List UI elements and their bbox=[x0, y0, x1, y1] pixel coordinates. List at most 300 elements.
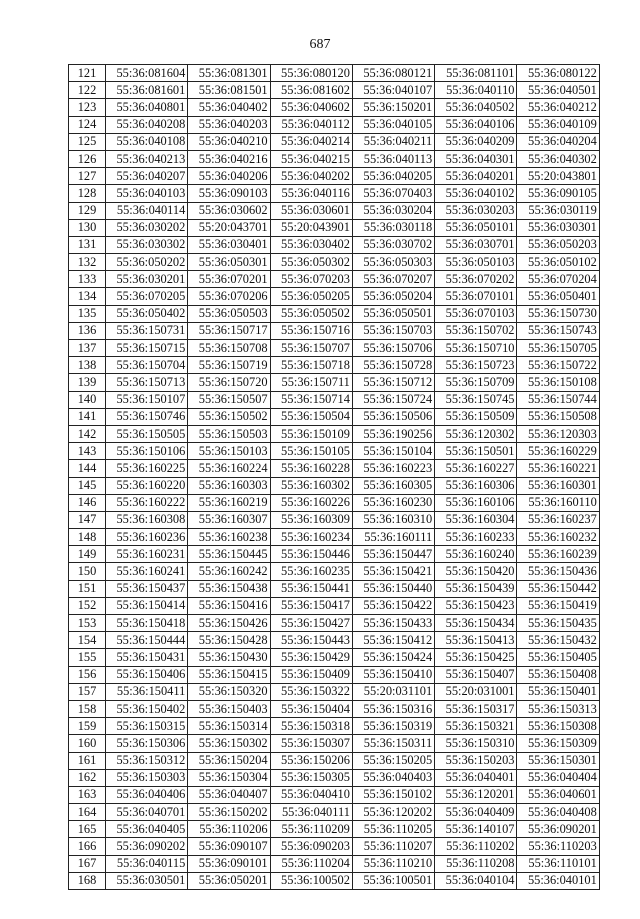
cadastral-code-cell: 55:36:150315 bbox=[106, 718, 188, 735]
cadastral-code-cell: 55:36:150305 bbox=[270, 769, 352, 786]
cadastral-code-cell: 55:36:150746 bbox=[106, 408, 188, 425]
cadastral-code-cell: 55:36:150439 bbox=[435, 580, 517, 597]
row-number: 164 bbox=[69, 804, 106, 821]
table-row bbox=[69, 202, 600, 219]
table-row bbox=[69, 305, 600, 322]
cadastral-code-cell: 55:36:040402 bbox=[188, 99, 270, 116]
cadastral-code-cell: 55:36:050401 bbox=[517, 288, 599, 305]
cadastral-code-cell: 55:36:150410 bbox=[352, 666, 434, 683]
cadastral-code-cell: 55:36:040410 bbox=[270, 786, 352, 803]
row-number: 153 bbox=[69, 615, 106, 632]
cadastral-code-cell: 55:36:160236 bbox=[106, 529, 188, 546]
row-number: 137 bbox=[69, 340, 106, 357]
cadastral-code-cell: 55:36:150407 bbox=[435, 666, 517, 683]
table-row bbox=[69, 597, 600, 614]
row-number: 160 bbox=[69, 735, 106, 752]
cadastral-code-cell: 55:36:150313 bbox=[517, 700, 599, 717]
cadastral-code-cell: 55:36:050203 bbox=[517, 236, 599, 253]
table-row bbox=[69, 254, 600, 271]
cadastral-code-cell: 55:36:040110 bbox=[435, 82, 517, 99]
row-number: 163 bbox=[69, 786, 106, 803]
cadastral-code-cell: 55:36:150710 bbox=[435, 340, 517, 357]
cadastral-code-cell: 55:36:150509 bbox=[435, 408, 517, 425]
row-number: 124 bbox=[69, 116, 106, 133]
cadastral-code-cell: 55:36:160226 bbox=[270, 494, 352, 511]
cadastral-code-cell: 55:36:160222 bbox=[106, 494, 188, 511]
cadastral-code-cell: 55:36:040103 bbox=[106, 185, 188, 202]
cadastral-code-cell: 55:36:140107 bbox=[435, 821, 517, 838]
table-row bbox=[69, 425, 600, 442]
cadastral-code-cell: 55:36:150302 bbox=[188, 735, 270, 752]
cadastral-code-cell: 55:36:040801 bbox=[106, 99, 188, 116]
cadastral-code-cell: 55:36:040102 bbox=[435, 185, 517, 202]
cadastral-code-cell: 55:36:160111 bbox=[352, 529, 434, 546]
cadastral-code-cell: 55:36:150405 bbox=[517, 649, 599, 666]
cadastral-code-cell: 55:36:150306 bbox=[106, 735, 188, 752]
table-row bbox=[69, 700, 600, 717]
cadastral-code-cell: 55:36:160304 bbox=[435, 511, 517, 528]
cadastral-code-cell: 55:36:160307 bbox=[188, 511, 270, 528]
row-number: 147 bbox=[69, 511, 106, 528]
cadastral-code-cell: 55:36:040401 bbox=[435, 769, 517, 786]
cadastral-code-cell: 55:36:160229 bbox=[517, 443, 599, 460]
cadastral-code-cell: 55:36:150420 bbox=[435, 563, 517, 580]
cadastral-code-cell: 55:36:150314 bbox=[188, 718, 270, 735]
cadastral-code-cell: 55:36:150430 bbox=[188, 649, 270, 666]
cadastral-code-cell: 55:36:050201 bbox=[188, 872, 270, 889]
table-row bbox=[69, 821, 600, 838]
cadastral-code-cell: 55:36:050101 bbox=[435, 219, 517, 236]
cadastral-code-cell: 55:36:150745 bbox=[435, 391, 517, 408]
row-number: 140 bbox=[69, 391, 106, 408]
cadastral-code-cell: 55:36:040104 bbox=[435, 872, 517, 889]
cadastral-code-cell: 55:36:100501 bbox=[352, 872, 434, 889]
cadastral-code-cell: 55:36:150109 bbox=[270, 425, 352, 442]
cadastral-code-cell: 55:36:090105 bbox=[517, 185, 599, 202]
cadastral-code-cell: 55:36:030302 bbox=[106, 236, 188, 253]
cadastral-code-cell: 55:36:150203 bbox=[435, 752, 517, 769]
cadastral-code-cell: 55:36:150415 bbox=[188, 666, 270, 683]
row-number: 157 bbox=[69, 683, 106, 700]
row-number: 138 bbox=[69, 357, 106, 374]
cadastral-code-cell: 55:36:081301 bbox=[188, 65, 270, 82]
cadastral-code-cell: 55:36:040215 bbox=[270, 150, 352, 167]
cadastral-code-cell: 55:36:160310 bbox=[352, 511, 434, 528]
table-row bbox=[69, 563, 600, 580]
cadastral-code-cell: 55:36:150309 bbox=[517, 735, 599, 752]
row-number: 122 bbox=[69, 82, 106, 99]
cadastral-code-cell: 55:36:050202 bbox=[106, 254, 188, 271]
cadastral-code-cell: 55:36:030401 bbox=[188, 236, 270, 253]
cadastral-code-cell: 55:36:030201 bbox=[106, 271, 188, 288]
cadastral-code-cell: 55:36:150310 bbox=[435, 735, 517, 752]
cadastral-code-cell: 55:36:150728 bbox=[352, 357, 434, 374]
cadastral-code-cell: 55:36:150434 bbox=[435, 615, 517, 632]
cadastral-code-cell: 55:36:150416 bbox=[188, 597, 270, 614]
cadastral-code-cell: 55:36:120303 bbox=[517, 425, 599, 442]
table-row bbox=[69, 374, 600, 391]
cadastral-code-cell: 55:36:070403 bbox=[352, 185, 434, 202]
cadastral-code-cell: 55:36:070202 bbox=[435, 271, 517, 288]
cadastral-code-cell: 55:36:150712 bbox=[352, 374, 434, 391]
cadastral-code-cell: 55:36:150103 bbox=[188, 443, 270, 460]
cadastral-code-cell: 55:36:050503 bbox=[188, 305, 270, 322]
cadastral-code-cell: 55:36:150102 bbox=[352, 786, 434, 803]
cadastral-code-cell: 55:36:150503 bbox=[188, 425, 270, 442]
cadastral-code-cell: 55:36:150202 bbox=[188, 804, 270, 821]
cadastral-code-cell: 55:36:150320 bbox=[188, 683, 270, 700]
cadastral-code-cell: 55:36:040216 bbox=[188, 150, 270, 167]
table-row bbox=[69, 116, 600, 133]
cadastral-code-cell: 55:36:110101 bbox=[517, 855, 599, 872]
cadastral-code-cell: 55:36:080121 bbox=[352, 65, 434, 82]
cadastral-code-cell: 55:36:040114 bbox=[106, 202, 188, 219]
cadastral-code-cell: 55:36:090203 bbox=[270, 838, 352, 855]
cadastral-code-cell: 55:36:160238 bbox=[188, 529, 270, 546]
cadastral-code-cell: 55:36:150414 bbox=[106, 597, 188, 614]
cadastral-code-cell: 55:36:150718 bbox=[270, 357, 352, 374]
cadastral-code-cell: 55:36:090103 bbox=[188, 185, 270, 202]
cadastral-code-cell: 55:36:160232 bbox=[517, 529, 599, 546]
cadastral-code-cell: 55:36:040107 bbox=[352, 82, 434, 99]
cadastral-code-cell: 55:36:160227 bbox=[435, 460, 517, 477]
table-row bbox=[69, 804, 600, 821]
cadastral-code-cell: 55:36:030203 bbox=[435, 202, 517, 219]
table-row bbox=[69, 443, 600, 460]
cadastral-code-cell: 55:36:040206 bbox=[188, 168, 270, 185]
cadastral-code-cell: 55:36:160308 bbox=[106, 511, 188, 528]
cadastral-code-cell: 55:36:150708 bbox=[188, 340, 270, 357]
table-row bbox=[69, 408, 600, 425]
cadastral-code-cell: 55:36:040407 bbox=[188, 786, 270, 803]
table-row bbox=[69, 185, 600, 202]
cadastral-code-cell: 55:36:040210 bbox=[188, 133, 270, 150]
row-number: 136 bbox=[69, 322, 106, 339]
table-row bbox=[69, 683, 600, 700]
row-number: 123 bbox=[69, 99, 106, 116]
table-row bbox=[69, 168, 600, 185]
cadastral-code-cell: 55:36:150408 bbox=[517, 666, 599, 683]
cadastral-code-cell: 55:36:150730 bbox=[517, 305, 599, 322]
cadastral-code-cell: 55:20:043901 bbox=[270, 219, 352, 236]
cadastral-code-cell: 55:36:030601 bbox=[270, 202, 352, 219]
cadastral-code-cell: 55:36:040602 bbox=[270, 99, 352, 116]
table-row bbox=[69, 494, 600, 511]
cadastral-code-cell: 55:36:150322 bbox=[270, 683, 352, 700]
cadastral-code-cell: 55:36:150703 bbox=[352, 322, 434, 339]
cadastral-code-cell: 55:36:040109 bbox=[517, 116, 599, 133]
cadastral-code-cell: 55:36:150401 bbox=[517, 683, 599, 700]
table-row bbox=[69, 391, 600, 408]
row-number: 159 bbox=[69, 718, 106, 735]
row-number: 133 bbox=[69, 271, 106, 288]
row-number: 143 bbox=[69, 443, 106, 460]
cadastral-code-cell: 55:36:090101 bbox=[188, 855, 270, 872]
table-row bbox=[69, 340, 600, 357]
table-body bbox=[69, 65, 600, 890]
cadastral-code-cell: 55:36:040302 bbox=[517, 150, 599, 167]
cadastral-code-cell: 55:36:150201 bbox=[352, 99, 434, 116]
cadastral-code-cell: 55:36:040403 bbox=[352, 769, 434, 786]
cadastral-code-cell: 55:36:160235 bbox=[270, 563, 352, 580]
cadastral-code-cell: 55:36:150204 bbox=[188, 752, 270, 769]
row-number: 134 bbox=[69, 288, 106, 305]
cadastral-code-cell: 55:36:040601 bbox=[517, 786, 599, 803]
cadastral-code-cell: 55:36:160305 bbox=[352, 477, 434, 494]
cadastral-code-cell: 55:36:030702 bbox=[352, 236, 434, 253]
cadastral-code-cell: 55:36:110203 bbox=[517, 838, 599, 855]
row-number: 141 bbox=[69, 408, 106, 425]
table-row bbox=[69, 838, 600, 855]
table-row bbox=[69, 632, 600, 649]
cadastral-code-cell: 55:36:160223 bbox=[352, 460, 434, 477]
table-row bbox=[69, 288, 600, 305]
cadastral-code-cell: 55:36:150418 bbox=[106, 615, 188, 632]
cadastral-code-cell: 55:36:150321 bbox=[435, 718, 517, 735]
cadastral-code-cell: 55:36:040105 bbox=[352, 116, 434, 133]
cadastral-code-cell: 55:36:150717 bbox=[188, 322, 270, 339]
cadastral-code-cell: 55:36:040405 bbox=[106, 821, 188, 838]
cadastral-code-cell: 55:36:150720 bbox=[188, 374, 270, 391]
cadastral-code-cell: 55:36:040214 bbox=[270, 133, 352, 150]
cadastral-code-cell: 55:36:150501 bbox=[435, 443, 517, 460]
cadastral-code-cell: 55:36:160233 bbox=[435, 529, 517, 546]
cadastral-code-cell: 55:36:040208 bbox=[106, 116, 188, 133]
cadastral-code-cell: 55:36:150106 bbox=[106, 443, 188, 460]
table-row bbox=[69, 150, 600, 167]
cadastral-code-cell: 55:36:050303 bbox=[352, 254, 434, 271]
cadastral-code-cell: 55:36:040406 bbox=[106, 786, 188, 803]
cadastral-code-cell: 55:36:150444 bbox=[106, 632, 188, 649]
cadastral-code-cell: 55:36:070101 bbox=[435, 288, 517, 305]
row-number: 158 bbox=[69, 700, 106, 717]
cadastral-code-cell: 55:36:150316 bbox=[352, 700, 434, 717]
cadastral-code-cell: 55:36:160242 bbox=[188, 563, 270, 580]
cadastral-code-cell: 55:36:150317 bbox=[435, 700, 517, 717]
cadastral-code-cell: 55:36:030701 bbox=[435, 236, 517, 253]
cadastral-code-cell: 55:36:150702 bbox=[435, 322, 517, 339]
cadastral-code-cell: 55:36:150432 bbox=[517, 632, 599, 649]
cadastral-code-cell: 55:36:070203 bbox=[270, 271, 352, 288]
table-row bbox=[69, 322, 600, 339]
cadastral-code-cell: 55:36:150413 bbox=[435, 632, 517, 649]
row-number: 166 bbox=[69, 838, 106, 855]
cadastral-code-cell: 55:36:150428 bbox=[188, 632, 270, 649]
cadastral-code-cell: 55:36:190256 bbox=[352, 425, 434, 442]
cadastral-code-cell: 55:36:160110 bbox=[517, 494, 599, 511]
cadastral-code-cell: 55:36:150502 bbox=[188, 408, 270, 425]
table-row bbox=[69, 872, 600, 889]
page-number: 687 bbox=[309, 37, 331, 52]
table-row bbox=[69, 477, 600, 494]
table-row bbox=[69, 546, 600, 563]
cadastral-code-cell: 55:36:150707 bbox=[270, 340, 352, 357]
cadastral-code-cell: 55:36:150724 bbox=[352, 391, 434, 408]
cadastral-code-cell: 55:36:090202 bbox=[106, 838, 188, 855]
table-row bbox=[69, 855, 600, 872]
row-number: 142 bbox=[69, 425, 106, 442]
cadastral-code-cell: 55:36:040207 bbox=[106, 168, 188, 185]
cadastral-code-cell: 55:36:150307 bbox=[270, 735, 352, 752]
row-number: 154 bbox=[69, 632, 106, 649]
table-row bbox=[69, 735, 600, 752]
cadastral-code-cell: 55:20:043801 bbox=[517, 168, 599, 185]
table-row bbox=[69, 752, 600, 769]
cadastral-code-cell: 55:36:150709 bbox=[435, 374, 517, 391]
row-number: 168 bbox=[69, 872, 106, 889]
cadastral-code-cell: 55:36:050302 bbox=[270, 254, 352, 271]
cadastral-code-cell: 55:36:150508 bbox=[517, 408, 599, 425]
cadastral-code-cell: 55:36:150706 bbox=[352, 340, 434, 357]
table-row bbox=[69, 529, 600, 546]
row-number: 144 bbox=[69, 460, 106, 477]
cadastral-code-cell: 55:36:150427 bbox=[270, 615, 352, 632]
cadastral-code-cell: 55:36:150722 bbox=[517, 357, 599, 374]
cadastral-code-cell: 55:36:081602 bbox=[270, 82, 352, 99]
row-number: 131 bbox=[69, 236, 106, 253]
cadastral-code-cell: 55:36:080120 bbox=[270, 65, 352, 82]
row-number: 135 bbox=[69, 305, 106, 322]
cadastral-code-cell: 55:36:050402 bbox=[106, 305, 188, 322]
cadastral-code-cell: 55:36:150403 bbox=[188, 700, 270, 717]
table-row bbox=[69, 65, 600, 82]
cadastral-code-cell: 55:36:120202 bbox=[352, 804, 434, 821]
table-row bbox=[69, 769, 600, 786]
row-number: 125 bbox=[69, 133, 106, 150]
table-row bbox=[69, 460, 600, 477]
cadastral-code-cell: 55:36:150447 bbox=[352, 546, 434, 563]
cadastral-code-cell: 55:36:040203 bbox=[188, 116, 270, 133]
cadastral-code-cell: 55:36:150438 bbox=[188, 580, 270, 597]
cadastral-code-cell: 55:36:040115 bbox=[106, 855, 188, 872]
cadastral-code-cell: 55:36:150205 bbox=[352, 752, 434, 769]
cadastral-code-cell: 55:36:030602 bbox=[188, 202, 270, 219]
cadastral-code-cell: 55:36:040408 bbox=[517, 804, 599, 821]
cadastral-code-cell: 55:36:100502 bbox=[270, 872, 352, 889]
cadastral-code-cell: 55:36:030301 bbox=[517, 219, 599, 236]
table-row bbox=[69, 580, 600, 597]
cadastral-code-cell: 55:36:030119 bbox=[517, 202, 599, 219]
row-number: 152 bbox=[69, 597, 106, 614]
cadastral-code-cell: 55:36:150429 bbox=[270, 649, 352, 666]
cadastral-code-cell: 55:36:160306 bbox=[435, 477, 517, 494]
row-number: 162 bbox=[69, 769, 106, 786]
cadastral-code-cell: 55:36:150445 bbox=[188, 546, 270, 563]
cadastral-code-cell: 55:36:160309 bbox=[270, 511, 352, 528]
table-row bbox=[69, 82, 600, 99]
cadastral-code-cell: 55:36:150421 bbox=[352, 563, 434, 580]
cadastral-code-cell: 55:36:110210 bbox=[352, 855, 434, 872]
cadastral-code-cell: 55:36:040301 bbox=[435, 150, 517, 167]
row-number: 126 bbox=[69, 150, 106, 167]
row-number: 146 bbox=[69, 494, 106, 511]
cadastral-code-cell: 55:20:043701 bbox=[188, 219, 270, 236]
table-row bbox=[69, 133, 600, 150]
cadastral-code-cell: 55:36:081604 bbox=[106, 65, 188, 82]
cadastral-code-cell: 55:36:150713 bbox=[106, 374, 188, 391]
cadastral-code-cell: 55:36:150422 bbox=[352, 597, 434, 614]
cadastral-code-cell: 55:36:150504 bbox=[270, 408, 352, 425]
cadastral-code-cell: 55:36:120302 bbox=[435, 425, 517, 442]
cadastral-code-cell: 55:36:150744 bbox=[517, 391, 599, 408]
cadastral-code-cell: 55:36:040212 bbox=[517, 99, 599, 116]
cadastral-code-cell: 55:36:150409 bbox=[270, 666, 352, 683]
table-row bbox=[69, 666, 600, 683]
cadastral-code-cell: 55:36:150312 bbox=[106, 752, 188, 769]
cadastral-code-cell: 55:36:150431 bbox=[106, 649, 188, 666]
cadastral-code-cell: 55:36:150426 bbox=[188, 615, 270, 632]
cadastral-code-cell: 55:36:150443 bbox=[270, 632, 352, 649]
table-row bbox=[69, 99, 600, 116]
cadastral-code-cell: 55:36:040116 bbox=[270, 185, 352, 202]
cadastral-code-cell: 55:36:110206 bbox=[188, 821, 270, 838]
cadastral-code-cell: 55:36:160221 bbox=[517, 460, 599, 477]
row-number: 139 bbox=[69, 374, 106, 391]
cadastral-code-cell: 55:36:040213 bbox=[106, 150, 188, 167]
cadastral-code-cell: 55:36:150402 bbox=[106, 700, 188, 717]
cadastral-code-cell: 55:36:040204 bbox=[517, 133, 599, 150]
cadastral-code-cell: 55:36:150424 bbox=[352, 649, 434, 666]
cadastral-code-cell: 55:36:040209 bbox=[435, 133, 517, 150]
table-row bbox=[69, 786, 600, 803]
cadastral-code-cell: 55:36:150107 bbox=[106, 391, 188, 408]
cadastral-code-cell: 55:36:160234 bbox=[270, 529, 352, 546]
cadastral-code-cell: 55:36:040201 bbox=[435, 168, 517, 185]
cadastral-code-cell: 55:36:160228 bbox=[270, 460, 352, 477]
cadastral-code-cell: 55:36:070204 bbox=[517, 271, 599, 288]
table-row bbox=[69, 511, 600, 528]
cadastral-code-cell: 55:36:160302 bbox=[270, 477, 352, 494]
cadastral-code-cell: 55:36:160230 bbox=[352, 494, 434, 511]
cadastral-code-cell: 55:36:050502 bbox=[270, 305, 352, 322]
cadastral-code-cell: 55:36:150436 bbox=[517, 563, 599, 580]
row-number: 155 bbox=[69, 649, 106, 666]
row-number: 127 bbox=[69, 168, 106, 185]
row-number: 165 bbox=[69, 821, 106, 838]
cadastral-code-cell: 55:36:070201 bbox=[188, 271, 270, 288]
table-row bbox=[69, 649, 600, 666]
cadastral-code-cell: 55:36:110209 bbox=[270, 821, 352, 838]
cadastral-code-cell: 55:36:050205 bbox=[270, 288, 352, 305]
cadastral-code-cell: 55:36:150206 bbox=[270, 752, 352, 769]
cadastral-code-cell: 55:36:150437 bbox=[106, 580, 188, 597]
cadastral-code-cell: 55:36:030501 bbox=[106, 872, 188, 889]
row-number: 130 bbox=[69, 219, 106, 236]
cadastral-code-cell: 55:36:150308 bbox=[517, 718, 599, 735]
cadastral-code-cell: 55:36:160239 bbox=[517, 546, 599, 563]
cadastral-code-cell: 55:36:081101 bbox=[435, 65, 517, 82]
table-row bbox=[69, 219, 600, 236]
cadastral-code-cell: 55:36:040111 bbox=[270, 804, 352, 821]
cadastral-code-cell: 55:36:070207 bbox=[352, 271, 434, 288]
cadastral-code-cell: 55:36:090107 bbox=[188, 838, 270, 855]
cadastral-code-cell: 55:36:150704 bbox=[106, 357, 188, 374]
cadastral-code-cell: 55:36:150411 bbox=[106, 683, 188, 700]
cadastral-code-cell: 55:36:030402 bbox=[270, 236, 352, 253]
cadastral-code-cell: 55:36:030202 bbox=[106, 219, 188, 236]
cadastral-code-cell: 55:36:150318 bbox=[270, 718, 352, 735]
cadastral-code-cell: 55:36:150435 bbox=[517, 615, 599, 632]
cadastral-code-cell: 55:36:160224 bbox=[188, 460, 270, 477]
cadastral-code-cell: 55:36:040108 bbox=[106, 133, 188, 150]
cadastral-code-cell: 55:36:050204 bbox=[352, 288, 434, 305]
table-row bbox=[69, 271, 600, 288]
cadastral-code-cell: 55:36:040404 bbox=[517, 769, 599, 786]
cadastral-code-cell: 55:36:040202 bbox=[270, 168, 352, 185]
cadastral-code-cell: 55:36:150715 bbox=[106, 340, 188, 357]
cadastral-code-cell: 55:36:160219 bbox=[188, 494, 270, 511]
row-number: 148 bbox=[69, 529, 106, 546]
